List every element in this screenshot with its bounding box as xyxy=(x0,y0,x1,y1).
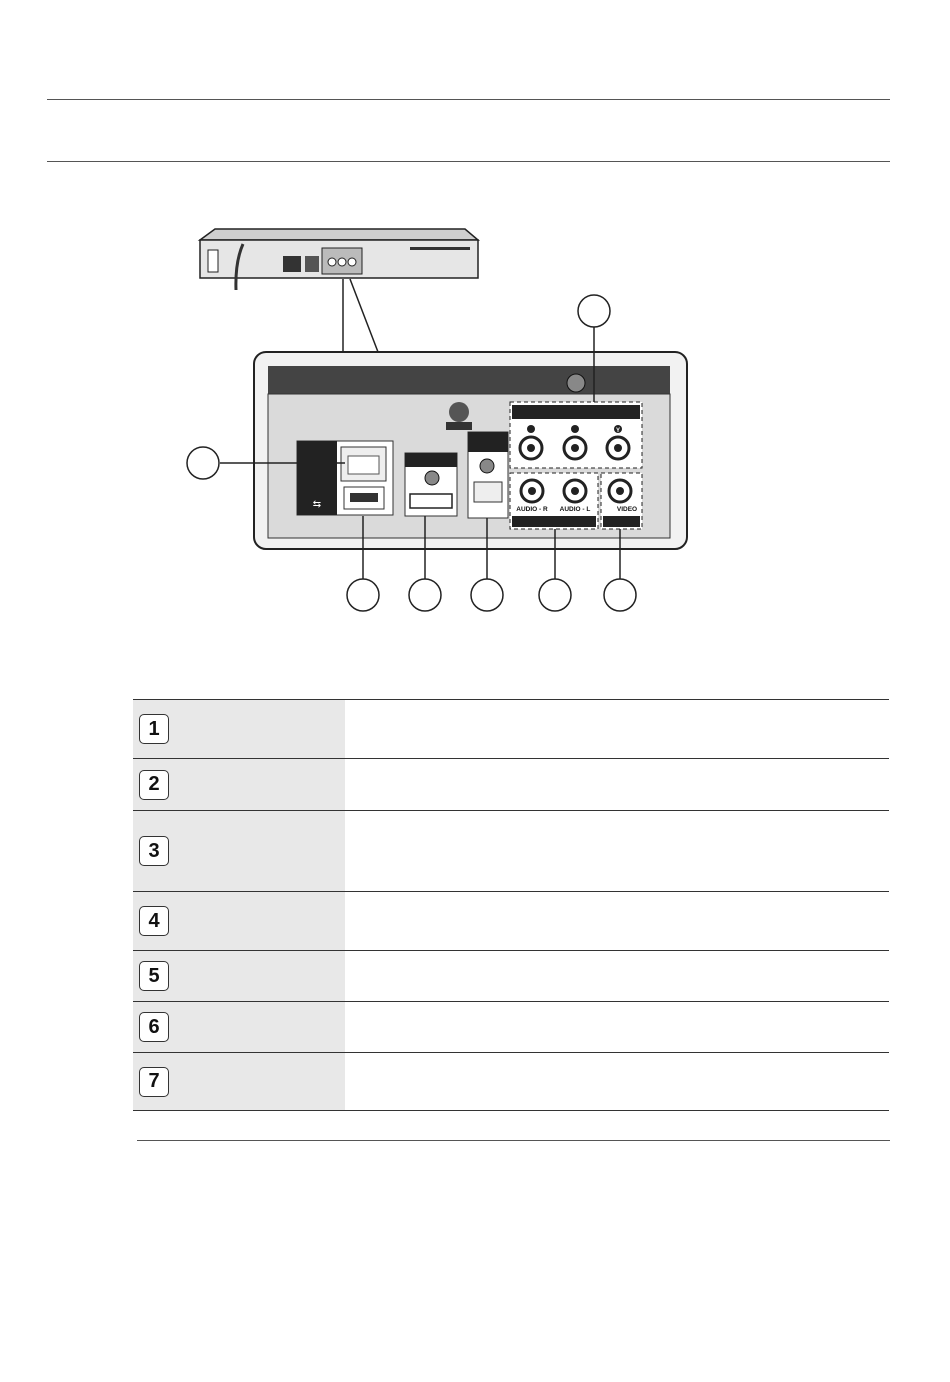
table-row xyxy=(133,951,889,1002)
y-label: Y xyxy=(615,428,621,434)
callout-circle xyxy=(347,579,379,611)
row-description xyxy=(345,811,889,891)
row-key xyxy=(133,951,345,1001)
callout-circle xyxy=(539,579,571,611)
row-description xyxy=(345,759,889,810)
row-number: 1 xyxy=(139,714,169,744)
audio-r-label: AUDIO - R xyxy=(516,506,548,513)
table-row xyxy=(133,1002,889,1053)
row-number: 4 xyxy=(139,906,169,936)
table-row xyxy=(133,759,889,811)
table-row xyxy=(133,700,889,759)
callout-circle xyxy=(578,295,610,327)
row-description xyxy=(345,700,889,758)
row-key xyxy=(133,1002,345,1052)
video-label: VIDEO xyxy=(616,506,638,513)
row-key xyxy=(133,1053,345,1110)
callout-circle xyxy=(471,579,503,611)
table-row xyxy=(133,892,889,951)
callout-circle xyxy=(409,579,441,611)
row-number: 5 xyxy=(139,961,169,991)
row-number: 6 xyxy=(139,1012,169,1042)
footer-rule xyxy=(137,1140,890,1141)
legend-table xyxy=(133,699,889,1111)
table-row xyxy=(133,1053,889,1110)
row-key xyxy=(133,811,345,891)
callout-circle xyxy=(187,447,219,479)
row-key xyxy=(133,892,345,950)
row-description xyxy=(345,951,889,1001)
row-description xyxy=(345,1002,889,1052)
svg-text:⇆: ⇆ xyxy=(312,499,322,510)
row-description xyxy=(345,1053,889,1110)
row-key xyxy=(133,759,345,810)
audio-l-label: AUDIO - L xyxy=(559,506,591,513)
table-row xyxy=(133,811,889,892)
row-number: 7 xyxy=(139,1067,169,1097)
row-description xyxy=(345,892,889,950)
row-key xyxy=(133,700,345,758)
rear-panel-zoom xyxy=(254,352,687,549)
device-rear-view xyxy=(200,229,478,290)
row-number: 2 xyxy=(139,770,169,800)
row-number: 3 xyxy=(139,836,169,866)
rear-panel-figure xyxy=(0,0,950,640)
callout-circle xyxy=(604,579,636,611)
